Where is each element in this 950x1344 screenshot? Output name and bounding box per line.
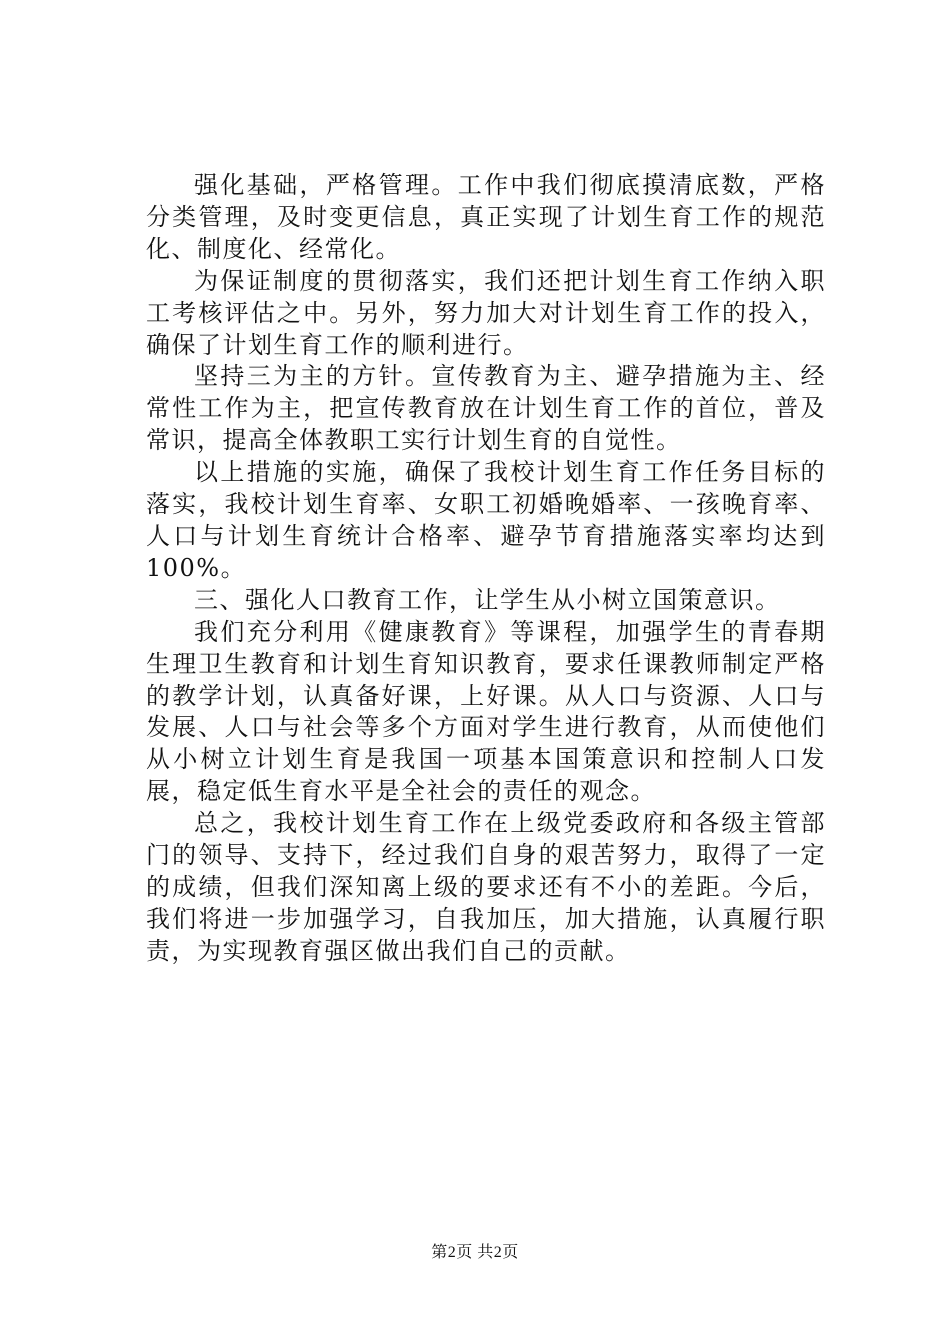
page-footer: 第2页 共2页 [431, 1244, 519, 1261]
paragraph-strengthen-foundation: 强化基础，严格管理。工作中我们彻底摸清底数，严格分类管理，及时变更信息，真正实现了计划生育工作的规范化、制度化、经常化。 [146, 171, 826, 263]
paragraph-three-principles: 坚持三为主的方针。宣传教育为主、避孕措施为主、经常性工作为主，把宣传教育放在计划生育工作的首位，普及常识，提高全体教职工实行计划生育的自觉性。 [146, 362, 826, 455]
paragraph-health-education: 我们充分利用《健康教育》等课程，加强学生的青春期生理卫生教育和计划生育知识教育，要求任课教师制定严格的教学计划，认真备好课，上好课。从人口与资源、人口与发展、人口与社会等多个方面对学生进行教育，从而使他们从小树立计划生育是我国一项基本国策意识和控制人口发展，稳定低生育水平是全社会的责任的观念。 [146, 617, 826, 806]
document-body [146, 170, 826, 968]
paragraph-conclusion: 总之，我校计划生育工作在上级党委政府和各级主管部门的领导、支持下，经过我们自身的艰苦努力，取得了一定的成绩，但我们深知离上级的要求还有不小的差距。今后，我们将进一步加强学习，自我加压，加大措施，认真履行职责，为实现教育强区做出我们自己的贡献。 [146, 809, 826, 965]
section-heading-population-education: 三、强化人口教育工作，让学生从小树立国策意识。 [194, 585, 781, 614]
paragraph-measures-results: 以上措施的实施，确保了我校计划生育工作任务目标的落实，我校计划生育率、女职工初婚晚婚率、一孩晚育率、人口与计划生育统计合格率、避孕节育措施落实率均达到100%。 [146, 458, 826, 582]
paragraph-system-implementation: 为保证制度的贯彻落实，我们还把计划生育工作纳入职工考核评估之中。另外，努力加大对计划生育工作的投入，确保了计划生育工作的顺利进行。 [146, 266, 826, 359]
